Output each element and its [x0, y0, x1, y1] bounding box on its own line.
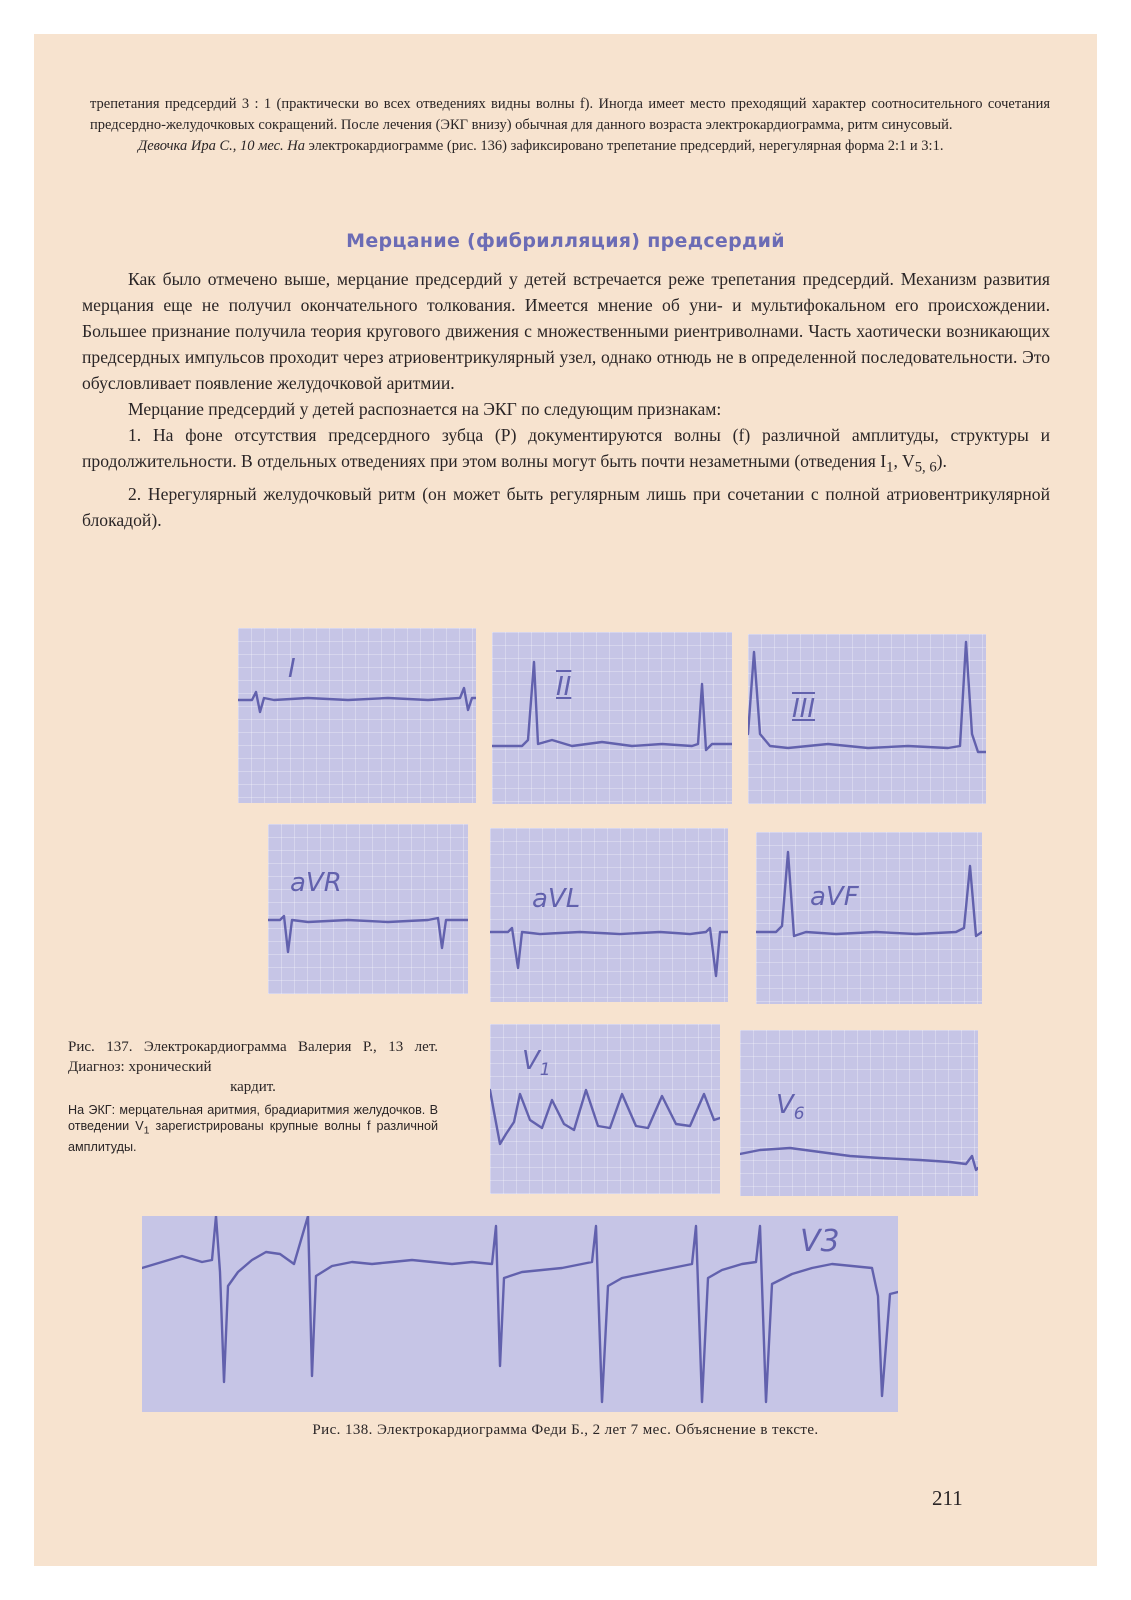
p3-sub-1: 1 — [886, 459, 894, 476]
ecg-panel-lead-iii — [748, 634, 986, 804]
lead-label-iii: III — [792, 694, 816, 724]
ecg-panel-lead-avl — [490, 828, 728, 1002]
lead-label-ii: II — [556, 672, 572, 702]
lead-label-avr: aVR — [290, 868, 342, 898]
ecg-panel-lead-i — [238, 628, 476, 803]
ecg-trace-lead-iii — [748, 634, 986, 804]
p3-sub-2: 5, 6 — [914, 459, 937, 476]
paragraph-3 — [82, 422, 1050, 481]
lead-label-v6-main: V — [776, 1090, 794, 1120]
figure-137-caption-text: Рис. 137. Электрокардиограмма Валерия Р., 13 лет. Диагноз: хронический — [68, 1039, 438, 1075]
p3-text-b: , V — [893, 451, 915, 471]
lead-label-avl: aVL — [532, 884, 581, 914]
intro-paragraph — [90, 94, 1050, 157]
paragraph-4: 2. Нерегулярный желудочковый ритм (он может быть регулярным лишь при сочетании с полной атриовентрикулярной блокадой). — [82, 483, 1050, 530]
case-italic: Девочка Ира С., 10 мес. На — [138, 138, 306, 154]
lead-label-v1 — [522, 1046, 551, 1080]
ecg-trace-lead-v3 — [142, 1216, 898, 1412]
figure-137-caption — [68, 1037, 438, 1097]
figure-137-caption-end: кардит. — [230, 1079, 276, 1095]
ecg-trace-lead-i — [238, 628, 476, 803]
ecg-panel-lead-v6 — [740, 1030, 978, 1196]
intro-line: трепетания предсердий 3 : 1 (практически во всех отведениях видны волны f). Иногда имеет место преходящий характер соотносительного сочетания предсердно-желудочковых сокращений. После лечения (ЭКГ внизу) обычная для данного возраста электрокардиограмма, ритм синусовый. — [90, 96, 1050, 133]
p3-text-c: ). — [936, 451, 947, 471]
ecg-panel-lead-avr — [268, 824, 468, 994]
ecg-trace-lead-avf — [756, 832, 982, 1004]
paragraph-1: Как было отмечено выше, мерцание предсердий у детей встречается реже трепетания предсердий. Механизм развития мерцания еще не получил окончательного толкования. Имеется мнение об уни- и мультифокальном его происхождении. Большее признание получила теория кругового движения с множественными риентриволнами. Часть хаотически возникающих предсердных импульсов проходит через атриовентрикулярный узел, однако отнюдь не в определенной последовательности. Это обусловливает появление желудочковой аритмии. — [82, 269, 1050, 393]
ecg-panel-figure-138 — [142, 1216, 898, 1412]
ecg-trace-lead-avr — [268, 824, 468, 994]
lead-label-v1-main: V — [522, 1046, 540, 1076]
lead-label-v1-sub: 1 — [539, 1060, 551, 1081]
lead-label-v6-sub: 6 — [793, 1104, 805, 1125]
book-page — [34, 34, 1097, 1566]
lead-label-i: I — [288, 654, 296, 684]
figure-137-note — [68, 1102, 438, 1155]
ecg-panel-lead-ii — [492, 632, 732, 804]
ecg-panel-lead-v1 — [490, 1024, 720, 1194]
ecg-trace-lead-ii — [492, 632, 732, 804]
section-title: Мерцание (фибрилляция) предсердий — [346, 230, 785, 252]
paragraph-2: Мерцание предсердий у детей распознается на ЭКГ по следующим признакам: — [128, 399, 722, 419]
case-paragraph — [90, 136, 1050, 157]
lead-label-v6 — [776, 1090, 805, 1124]
main-text — [82, 266, 1050, 533]
case-text: электрокардиограмме (рис. 136) зафиксировано трепетание предсердий, нерегулярная форма 2:1 и 3:1. — [308, 138, 944, 154]
ecg-panel-lead-avf — [756, 832, 982, 1004]
p3-text-a: 1. На фоне отсутствия предсердного зубца (Р) документируются волны (f) различной амплитуды, структуры и продолжительности. В отдельных отведениях при этом волны могут быть почти незаметными (отведения I — [82, 425, 1050, 471]
figure-137-note-a: На ЭКГ: мерцательная аритмия, брадиаритмия желудочков. В отведении V — [68, 1103, 438, 1133]
lead-label-v3: V3 — [800, 1224, 840, 1259]
figure-137-note-sub: 1 — [143, 1124, 150, 1137]
page-number: 211 — [932, 1486, 963, 1510]
figure-137-note-b: зарегистрированы крупные волны f различной амплитуды. — [68, 1119, 438, 1154]
ecg-trace-lead-avl — [490, 828, 728, 1002]
figure-138-caption: Рис. 138. Электрокардиограмма Феди Б., 2 лет 7 мес. Объяснение в тексте. — [312, 1422, 819, 1438]
lead-label-avf: aVF — [810, 882, 859, 912]
